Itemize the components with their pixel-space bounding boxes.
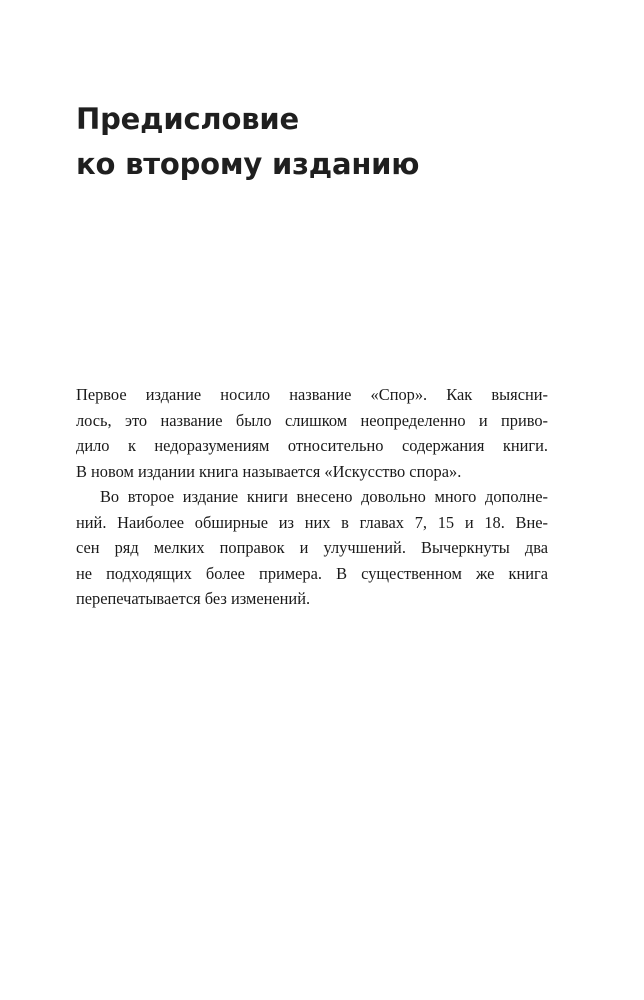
title-line-2: ко второму изданию <box>76 147 420 181</box>
text-line: Во второе издание книги внесено довольно много дополне- <box>100 487 548 506</box>
title-line-1: Предисловие <box>76 102 299 136</box>
text-line: Первое издание носило название «Спор». Как выясни- <box>76 385 548 404</box>
text-line: В новом издании книга называется «Искусство спора». <box>76 461 462 481</box>
text-line: дило к недоразумениям относительно содержания книги. <box>76 436 548 455</box>
text-line: не подходящих более примера. В существенном же книга <box>76 563 548 583</box>
text-line: лось, это название было слишком неопределенно и приво- <box>76 410 548 430</box>
text-line: перепечатывается без изменений. <box>76 589 311 608</box>
text-line: ний. Наиболее обширные из них в главах 7, 15 и 18. Вне- <box>76 512 548 532</box>
text-line: сен ряд мелких поправок и улучшений. Вычеркнуты два <box>76 538 548 557</box>
page-title <box>76 97 576 187</box>
paragraph-2 <box>76 484 548 612</box>
preface-text <box>76 382 548 612</box>
paragraph-1 <box>76 382 548 484</box>
